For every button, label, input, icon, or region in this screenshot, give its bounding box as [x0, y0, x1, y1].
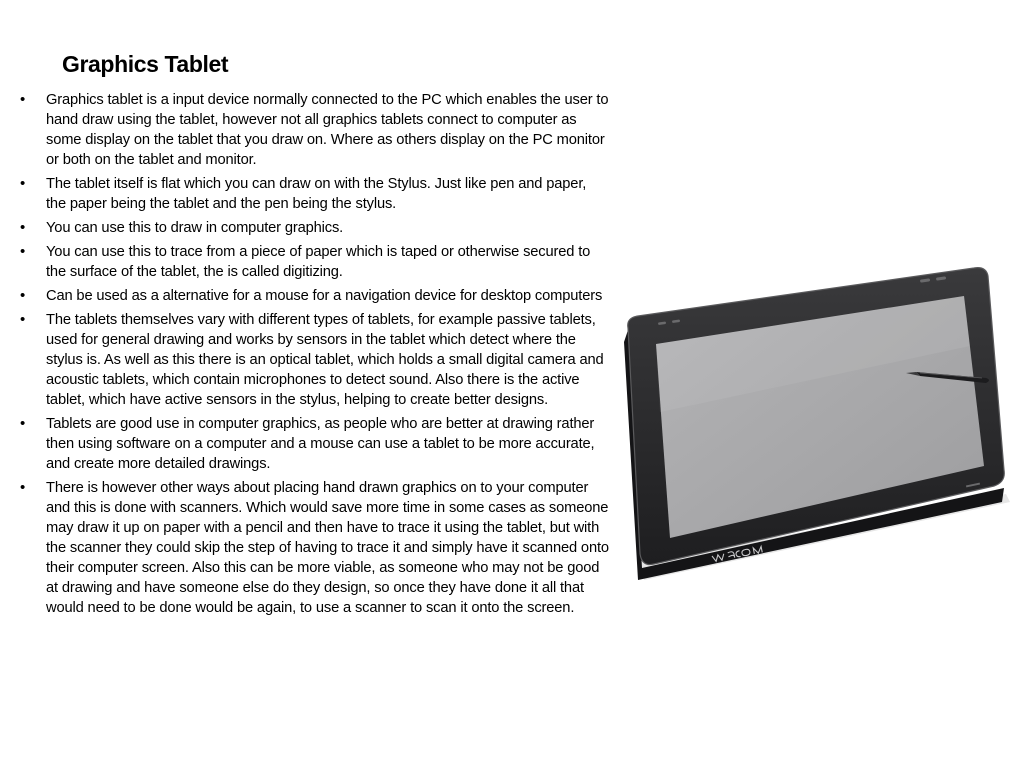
bullet-item — [20, 218, 610, 238]
bullet-text: The tablet itself is flat which you can draw on with the Stylus. Just like pen and paper, the paper being the tablet and the pen being the stylus. — [46, 176, 587, 212]
bullet-marker: • — [20, 311, 26, 328]
bullet-item — [20, 414, 610, 474]
graphics-tablet-image — [620, 262, 1012, 592]
bullet-list — [20, 90, 610, 622]
bullet-item — [20, 286, 610, 306]
bullet-marker: • — [20, 287, 26, 304]
bullet-text: Tablets are good use in computer graphics, as people who are better at drawing rather then using software on a computer and a mouse can use a tablet to be more accurate, and create more detailed drawings. — [46, 416, 595, 472]
bullet-item — [20, 174, 610, 214]
bullet-marker: • — [20, 243, 26, 260]
bullet-marker: • — [20, 91, 26, 108]
bullet-marker: • — [20, 219, 26, 236]
bullet-item — [20, 310, 610, 410]
bullet-text: You can use this to trace from a piece of paper which is taped or otherwise secured to the surface of the tablet, the is called digitizing. — [46, 244, 591, 280]
slide-title: Graphics Tablet — [62, 51, 229, 77]
bullet-text: There is however other ways about placing hand drawn graphics on to your computer and this is done with scanners. Which would save more time in some cases as someone may draw it up on paper with a pencil and then have to trace it using the tablet, but with the scanner they could skip the step of having to trace it and simply have it scanned onto their computer screen. Also this can be more viable, as someone who may not be good at drawing and have someone else do they design, so once they have done it all that would need to be done would be again, to use a scanner to scan it onto the screen. — [46, 480, 609, 616]
bullet-marker: • — [20, 415, 26, 432]
bullet-text: Can be used as a alternative for a mouse for a navigation device for desktop computers — [46, 288, 603, 304]
bullet-text: Graphics tablet is a input device normally connected to the PC which enables the user to hand draw using the tablet, however not all graphics tablets connect to computer as some display on the tablet that you draw on. Where as others display on the PC monitor or both on the tablet and monitor. — [46, 92, 609, 168]
bullet-text: You can use this to draw in computer graphics. — [46, 220, 344, 236]
bullet-marker: • — [20, 175, 26, 192]
bullet-text: The tablets themselves vary with different types of tablets, for example passive tablets, used for general drawing and works by sensors in the tablet which detect where the stylus is. As well as this there is an optical tablet, which holds a small digital camera and acoustic tablets, which contain microphones to detect sound. Also there is the active tablet, which have active sensors in the stylus, helping to create better designs. — [46, 312, 604, 408]
bullet-item — [20, 90, 610, 170]
bullet-item — [20, 242, 610, 282]
bullet-marker: • — [20, 479, 26, 496]
bullet-item — [20, 478, 610, 618]
